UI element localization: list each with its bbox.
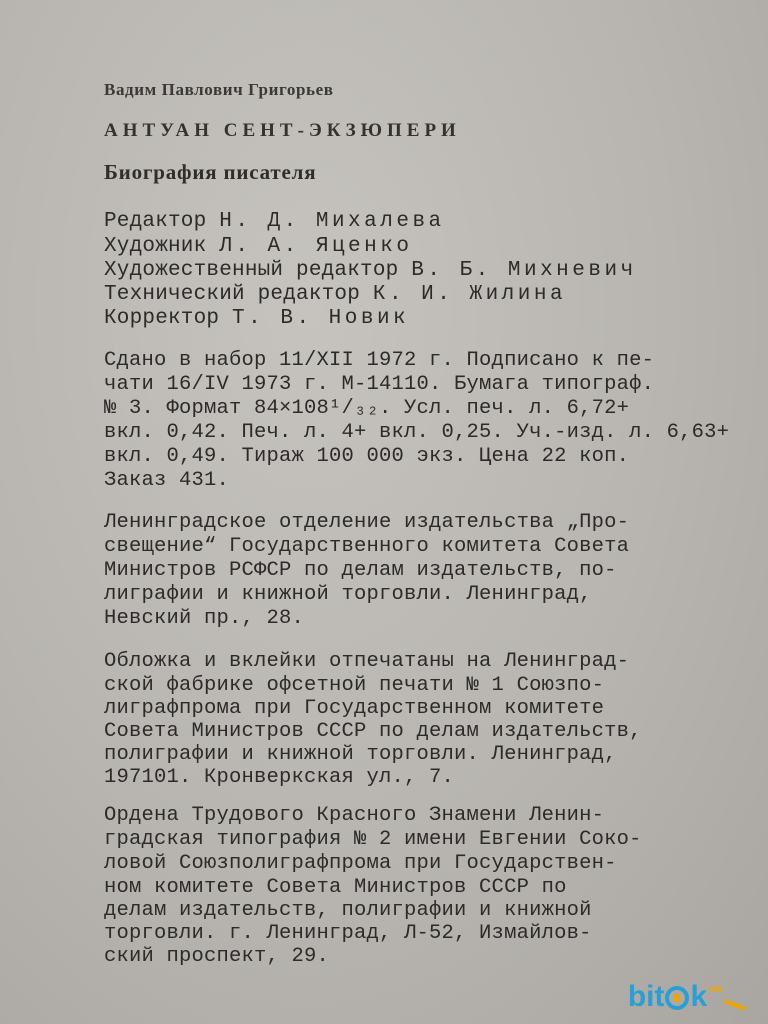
cover-printer-line: лиграфпрома при Государственном комитете (104, 697, 605, 720)
watermark-text-end: k (690, 980, 708, 1013)
printer-line: ловой Союзполиграфпрома при Государствен- (104, 852, 617, 875)
printer-line: Ордена Трудового Красного Знамени Ленин- (104, 804, 605, 827)
credit-role: Редактор (104, 210, 207, 233)
ant-antenna-icon (724, 999, 746, 1010)
cover-printer-line: ской фабрике офсетной печати № 1 Союзпо- (104, 674, 605, 697)
printer-line: градская типография № 2 имени Евгении Соко- (104, 828, 642, 851)
publisher-line: лиграфии и книжной торговли. Ленинград, (104, 583, 592, 606)
print-info-line: чати 16/IV 1973 г. М-14110. Бумага типограф. (104, 373, 655, 396)
print-info-line: № 3. Формат 84×108¹/₃₂. Усл. печ. л. 6,72+ (104, 397, 630, 420)
publisher-line: Ленинградское отделение издательства „Про- (104, 511, 630, 534)
cover-printer-line: полиграфии и книжной торговли. Ленинград, (104, 743, 617, 766)
credit-role: Художественный редактор (104, 259, 399, 282)
book-subtitle: Биография писателя (104, 160, 317, 184)
publisher-line: Невский пр., 28. (104, 607, 305, 630)
publisher-line: свещение“ Государственного комитета Совета (104, 535, 630, 558)
credit-person: В. Б. Михневич (411, 259, 637, 282)
cover-printer-line: Совета Министров СССР по делам издательств, (104, 720, 642, 743)
watermark-domain: ua (709, 983, 722, 995)
printer-line: делам издательств, полиграфии и книжной (104, 899, 592, 922)
bitok-watermark-logo (628, 980, 746, 1014)
book-title: АНТУАН СЕНТ-ЭКЗЮПЕРИ (104, 120, 461, 141)
credit-role: Художник (104, 235, 207, 258)
publisher-line: Министров РСФСР по делам издательств, по- (104, 559, 617, 582)
printer-line: торговли. г. Ленинград, Л-52, Измайлов- (104, 922, 592, 945)
print-info-line: Сдано в набор 11/XII 1972 г. Подписано к пе- (104, 349, 655, 372)
credit-person: Н. Д. Михалева (219, 210, 445, 233)
printer-line: ский проспект, 29. (104, 945, 330, 968)
print-info-line: вкл. 0,42. Печ. л. 4+ вкл. 0,25. Уч.-изд. л. 6,63+ (104, 421, 730, 444)
credit-artist (104, 235, 412, 259)
cover-printer-line: Обложка и вклейки отпечатаны на Ленинград- (104, 650, 630, 673)
credit-tech-editor (104, 283, 566, 307)
cover-printer-line: 197101. Кронверкская ул., 7. (104, 766, 455, 789)
author-name: Вадим Павлович Григорьев (104, 80, 334, 99)
coin-icon (665, 986, 689, 1010)
print-info-line: Заказ 431. (104, 469, 230, 492)
credit-proofreader (104, 307, 409, 331)
watermark-text-start: bit (627, 980, 665, 1013)
credit-person: Л. А. Яценко (219, 235, 413, 258)
credit-person: К. И. Жилина (372, 283, 567, 306)
credit-art-editor (104, 259, 637, 283)
credit-editor (104, 210, 445, 234)
print-info-line: вкл. 0,49. Тираж 100 000 экз. Цена 22 коп. (104, 445, 630, 468)
credit-role: Корректор (104, 307, 220, 330)
credit-person: Т. В. Новик (232, 307, 410, 330)
credit-role: Технический редактор (104, 283, 361, 306)
printer-line: ном комитете Совета Министров СССР по (104, 876, 567, 899)
